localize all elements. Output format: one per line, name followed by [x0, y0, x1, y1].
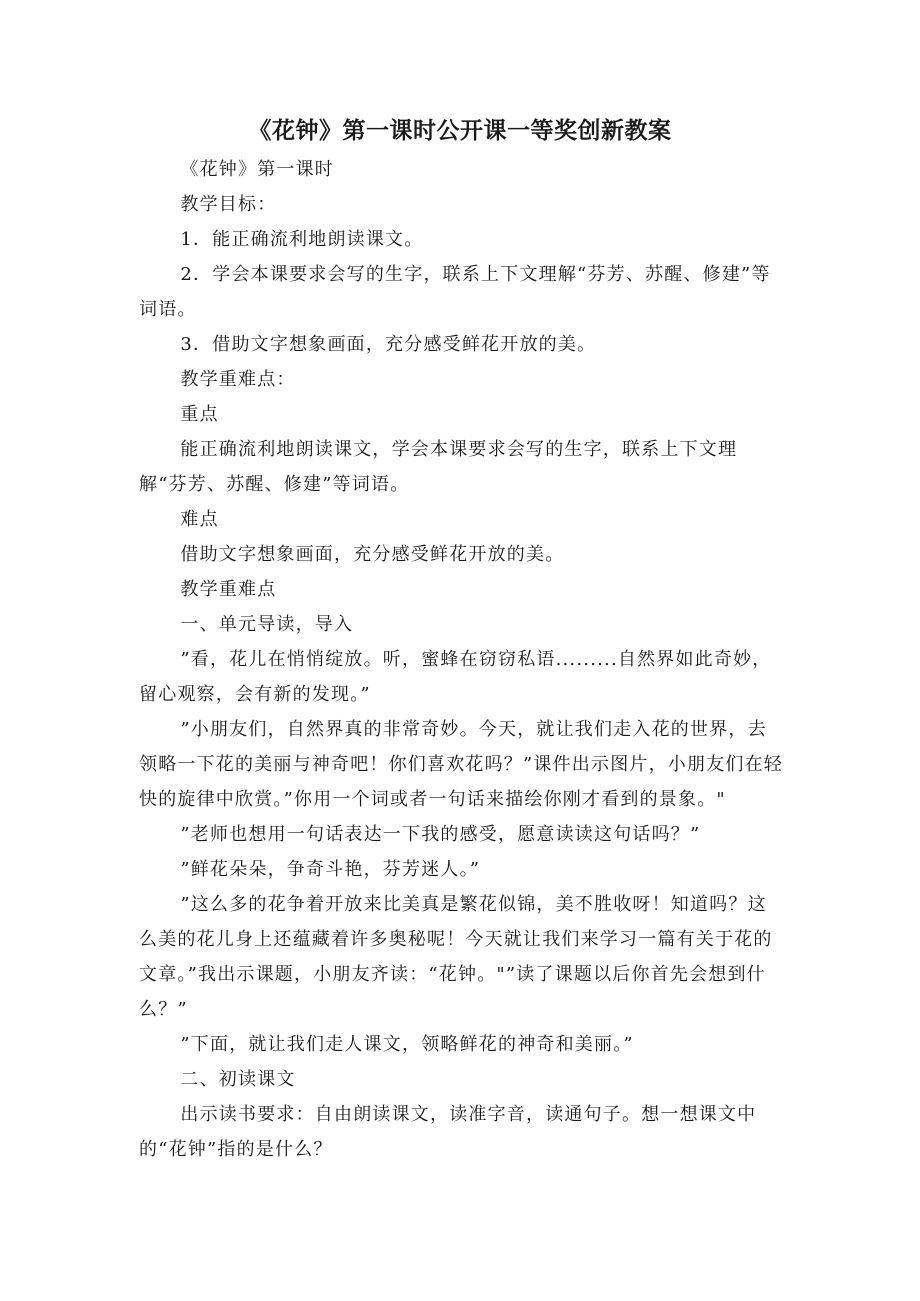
- paragraph-objective-2: 2．学会本课要求会写的生字，联系上下文理解“芬芳、苏醒、修建”等词语。: [139, 264, 771, 320]
- paragraph-subtitle: 《花钟》第一课时: [180, 159, 334, 180]
- paragraph-reading-requirements: 出示读书要求：自由朗读课文，读准字音，读通句子。想一想课文中的“花钟”指的是什么？: [139, 1104, 757, 1160]
- paragraph-topic-intro: ”这么多的花争着开放来比美真是繁花似锦，美不胜收呀！知道吗？这么美的花儿身上还蕴藏着许多奥秘呢！今天就让我们来学习一篇有关于花的文章。”我出示课题，小朋友齐读：“花钟。"”读了课题以后你首先会想到什么？”: [139, 894, 773, 1020]
- paragraph-objectives-heading: 教学目标：: [180, 194, 277, 215]
- paragraph-flowers-quote: ”鲜花朵朵，争奇斗艳，芬芳迷人。”: [180, 859, 481, 880]
- paragraph-objective-1: 1．能正确流利地朗读课文。: [180, 229, 424, 250]
- paragraph-key-points-heading-2: 教学重难点: [180, 579, 277, 600]
- paragraph-difficulty-text: 借助文字想象画面，充分感受鲜花开放的美。: [180, 544, 565, 565]
- document-body: [139, 152, 784, 1167]
- paragraph-enter-text: ”下面，就让我们走人课文，领略鲜花的神奇和美丽。”: [180, 1034, 634, 1055]
- paragraph-key-points-heading: 教学重难点：: [180, 369, 296, 390]
- document-title: 《花钟》第一课时公开课一等奖创新教案: [248, 118, 672, 144]
- paragraph-teacher-intro: ”小朋友们，自然界真的非常奇妙。今天，就让我们走入花的世界，去领略一下花的美丽与神奇吧！你们喜欢花吗？”课件出示图片，小朋友们在轻快的旋律中欣赏。”你用一个词或者一句话来描绘你刚才看到的景象。": [139, 719, 783, 810]
- paragraph-section-2-heading: 二、初读课文: [180, 1069, 296, 1090]
- paragraph-focus-label: 重点: [180, 404, 219, 425]
- paragraph-intro-quote: ”看，花儿在悄悄绽放。听，蜜蜂在窃窃私语.........自然界如此奇妙，留心观察，会有新的发现。”: [139, 649, 772, 705]
- paragraph-teacher-feeling: ”老师也想用一句话表达一下我的感受，愿意读读这句话吗？”: [180, 824, 701, 845]
- paragraph-objective-3: 3．借助文字想象画面，充分感受鲜花开放的美。: [180, 334, 597, 355]
- paragraph-focus-text: 能正确流利地朗读课文，学会本课要求会写的生字，联系上下文理解“芬芳、苏醒、修建”等词语。: [139, 439, 738, 495]
- paragraph-difficulty-label: 难点: [180, 509, 219, 530]
- paragraph-section-1-heading: 一、单元导读，导入: [180, 614, 354, 635]
